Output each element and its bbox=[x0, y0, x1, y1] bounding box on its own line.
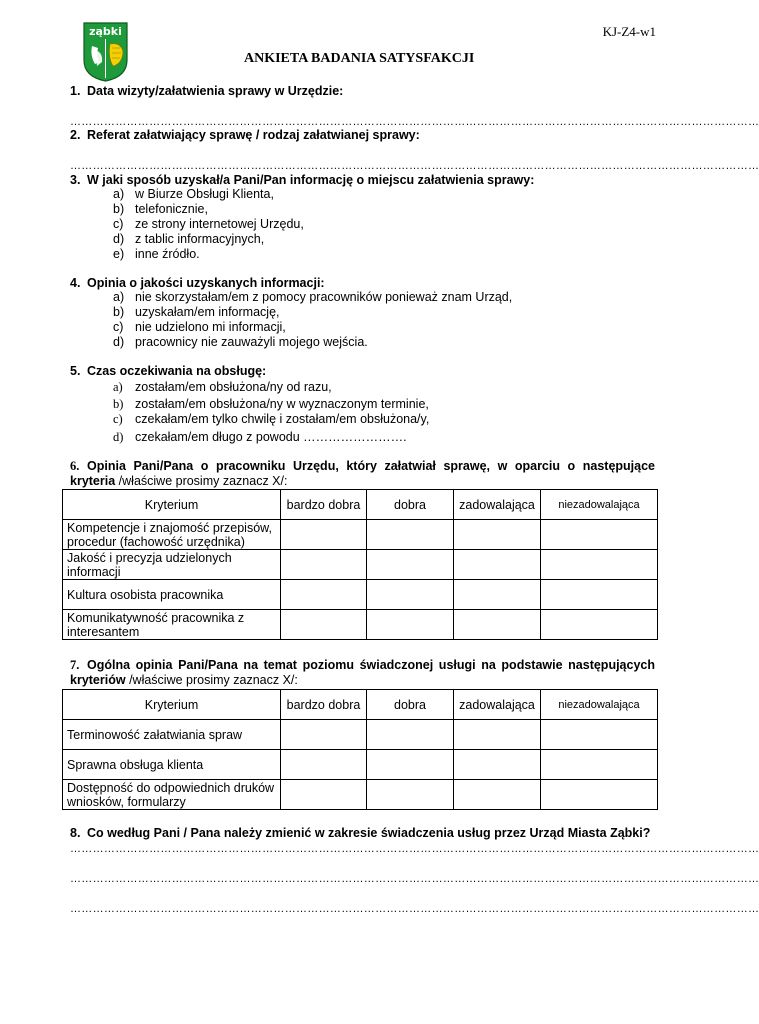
header-good: dobra bbox=[367, 490, 454, 520]
question-3 bbox=[70, 173, 534, 187]
header-very-good: bardzo dobra bbox=[281, 490, 367, 520]
rating-cell[interactable] bbox=[367, 780, 454, 810]
rating-cell[interactable] bbox=[281, 610, 367, 640]
question-number: 1. bbox=[70, 84, 81, 98]
table-row bbox=[63, 550, 658, 580]
rating-cell[interactable] bbox=[367, 520, 454, 550]
option-c[interactable]: c) ze strony internetowej Urzędu, bbox=[113, 217, 304, 231]
option-d[interactable]: d) czekałam/em długo z powodu ……………………. bbox=[113, 430, 407, 444]
option-b[interactable]: b) zostałam/em obsłużona/ny w wyznaczonym terminie, bbox=[113, 397, 429, 411]
rating-cell[interactable] bbox=[541, 780, 658, 810]
question-text: Opinia o jakości uzyskanych informacji: bbox=[87, 276, 325, 290]
question-note: /właściwe prosimy zaznacz X/: bbox=[115, 474, 288, 488]
question-note: /właściwe prosimy zaznacz X/: bbox=[125, 673, 298, 687]
question-2 bbox=[70, 128, 420, 142]
question-4 bbox=[70, 276, 325, 290]
question-1 bbox=[70, 84, 343, 98]
rating-cell[interactable] bbox=[454, 580, 541, 610]
criterion-label: Dostępność do odpowiednich druków wniosków, formularzy bbox=[63, 780, 281, 810]
criterion-label: Kultura osobista pracownika bbox=[63, 580, 281, 610]
rating-cell[interactable] bbox=[281, 550, 367, 580]
question-7 bbox=[70, 658, 655, 688]
rating-table-service bbox=[62, 689, 658, 810]
rating-cell[interactable] bbox=[454, 750, 541, 780]
question-5 bbox=[70, 364, 266, 378]
question-number: 2. bbox=[70, 128, 81, 142]
criterion-label: Komunikatywność pracownika z interesantem bbox=[63, 610, 281, 640]
answer-line[interactable]: ………………………………………………………………………………………………………………………………………………………………… bbox=[70, 116, 759, 128]
rating-cell[interactable] bbox=[541, 610, 658, 640]
option-a[interactable]: a) nie skorzystałam/em z pomocy pracowników ponieważ znam Urząd, bbox=[113, 290, 513, 304]
question-number: 6. bbox=[70, 459, 80, 473]
rating-cell[interactable] bbox=[367, 720, 454, 750]
rating-cell[interactable] bbox=[541, 580, 658, 610]
rating-cell[interactable] bbox=[367, 750, 454, 780]
header-very-good: bardzo dobra bbox=[281, 690, 367, 720]
answer-line[interactable]: ………………………………………………………………………………………………………………………………………………………………… bbox=[70, 903, 759, 915]
question-text: Data wizyty/załatwienia sprawy w Urzędzie: bbox=[87, 84, 344, 98]
header-criterion: Kryterium bbox=[63, 690, 281, 720]
rating-cell[interactable] bbox=[541, 550, 658, 580]
header-good: dobra bbox=[367, 690, 454, 720]
question-number: 5. bbox=[70, 364, 81, 378]
rating-table-employee bbox=[62, 489, 658, 640]
header-unsatisfactory: niezadowalająca bbox=[541, 490, 658, 520]
table-row bbox=[63, 580, 658, 610]
rating-cell[interactable] bbox=[541, 750, 658, 780]
rating-cell[interactable] bbox=[281, 580, 367, 610]
header-satisfactory: zadowalająca bbox=[454, 490, 541, 520]
question-8 bbox=[70, 826, 650, 840]
table-header-row bbox=[63, 490, 658, 520]
question-text: Ogólna opinia Pani/Pana na temat poziomu świadczonej usługi na podstawie następujących kryteriów bbox=[70, 658, 655, 687]
option-c[interactable]: c) czekałam/em tylko chwilę i zostałam/em obsłużona/y, bbox=[113, 412, 430, 426]
rating-cell[interactable] bbox=[454, 780, 541, 810]
rating-cell[interactable] bbox=[454, 720, 541, 750]
rating-cell[interactable] bbox=[367, 610, 454, 640]
svg-text:ząbki: ząbki bbox=[89, 25, 122, 38]
option-a[interactable]: a) zostałam/em obsłużona/ny od razu, bbox=[113, 380, 332, 394]
table-row bbox=[63, 720, 658, 750]
header-criterion: Kryterium bbox=[63, 490, 281, 520]
question-text: Referat załatwiający sprawę / rodzaj załatwianej sprawy: bbox=[87, 128, 420, 142]
question-6 bbox=[70, 459, 655, 489]
table-row bbox=[63, 610, 658, 640]
document-id: KJ-Z4-w1 bbox=[602, 24, 656, 39]
question-number: 3. bbox=[70, 173, 81, 187]
header-satisfactory: zadowalająca bbox=[454, 690, 541, 720]
option-e[interactable]: e) inne źródło. bbox=[113, 247, 200, 261]
criterion-label: Jakość i precyzja udzielonych informacji bbox=[63, 550, 281, 580]
rating-cell[interactable] bbox=[541, 520, 658, 550]
answer-line[interactable]: ………………………………………………………………………………………………………………………………………………………………… bbox=[70, 843, 759, 855]
question-number: 8. bbox=[70, 826, 81, 840]
table-row bbox=[63, 520, 658, 550]
question-number: 7. bbox=[70, 658, 80, 672]
rating-cell[interactable] bbox=[454, 610, 541, 640]
page-title: ANKIETA BADANIA SATYSFAKCJI bbox=[244, 51, 475, 66]
table-row bbox=[63, 780, 658, 810]
rating-cell[interactable] bbox=[367, 550, 454, 580]
criterion-label: Kompetencje i znajomość przepisów, procedur (fachowość urzędnika) bbox=[63, 520, 281, 550]
question-text: Opinia Pani/Pana o pracowniku Urzędu, który załatwiał sprawę, w oparciu o następujące kryteria bbox=[70, 459, 655, 488]
rating-cell[interactable] bbox=[281, 750, 367, 780]
option-c[interactable]: c) nie udzielono mi informacji, bbox=[113, 320, 286, 334]
rating-cell[interactable] bbox=[367, 580, 454, 610]
option-d[interactable]: d) pracownicy nie zauważyli mojego wejścia. bbox=[113, 335, 368, 349]
option-a[interactable]: a) w Biurze Obsługi Klienta, bbox=[113, 187, 274, 201]
rating-cell[interactable] bbox=[281, 520, 367, 550]
table-row bbox=[63, 750, 658, 780]
option-b[interactable]: b) telefonicznie, bbox=[113, 202, 208, 216]
rating-cell[interactable] bbox=[281, 780, 367, 810]
criterion-label: Terminowość załatwiania spraw bbox=[63, 720, 281, 750]
answer-line[interactable]: ………………………………………………………………………………………………………………………………………………………………… bbox=[70, 160, 759, 172]
criterion-label: Sprawna obsługa klienta bbox=[63, 750, 281, 780]
question-text: W jaki sposób uzyskał/a Pani/Pan informację o miejscu załatwienia sprawy: bbox=[87, 173, 535, 187]
question-text: Co według Pani / Pana należy zmienić w zakresie świadczenia usług przez Urząd Miasta Ząbki? bbox=[87, 826, 651, 840]
option-d[interactable]: d) z tablic informacyjnych, bbox=[113, 232, 265, 246]
rating-cell[interactable] bbox=[281, 720, 367, 750]
rating-cell[interactable] bbox=[454, 550, 541, 580]
rating-cell[interactable] bbox=[454, 520, 541, 550]
question-text: Czas oczekiwania na obsługę: bbox=[87, 364, 267, 378]
header-unsatisfactory: niezadowalająca bbox=[541, 690, 658, 720]
town-coat-of-arms-logo bbox=[83, 22, 128, 82]
question-number: 4. bbox=[70, 276, 81, 290]
option-b[interactable]: b) uzyskałam/em informację, bbox=[113, 305, 280, 319]
rating-cell[interactable] bbox=[541, 720, 658, 750]
answer-line[interactable]: ………………………………………………………………………………………………………………………………………………………………… bbox=[70, 873, 759, 885]
table-header-row bbox=[63, 690, 658, 720]
